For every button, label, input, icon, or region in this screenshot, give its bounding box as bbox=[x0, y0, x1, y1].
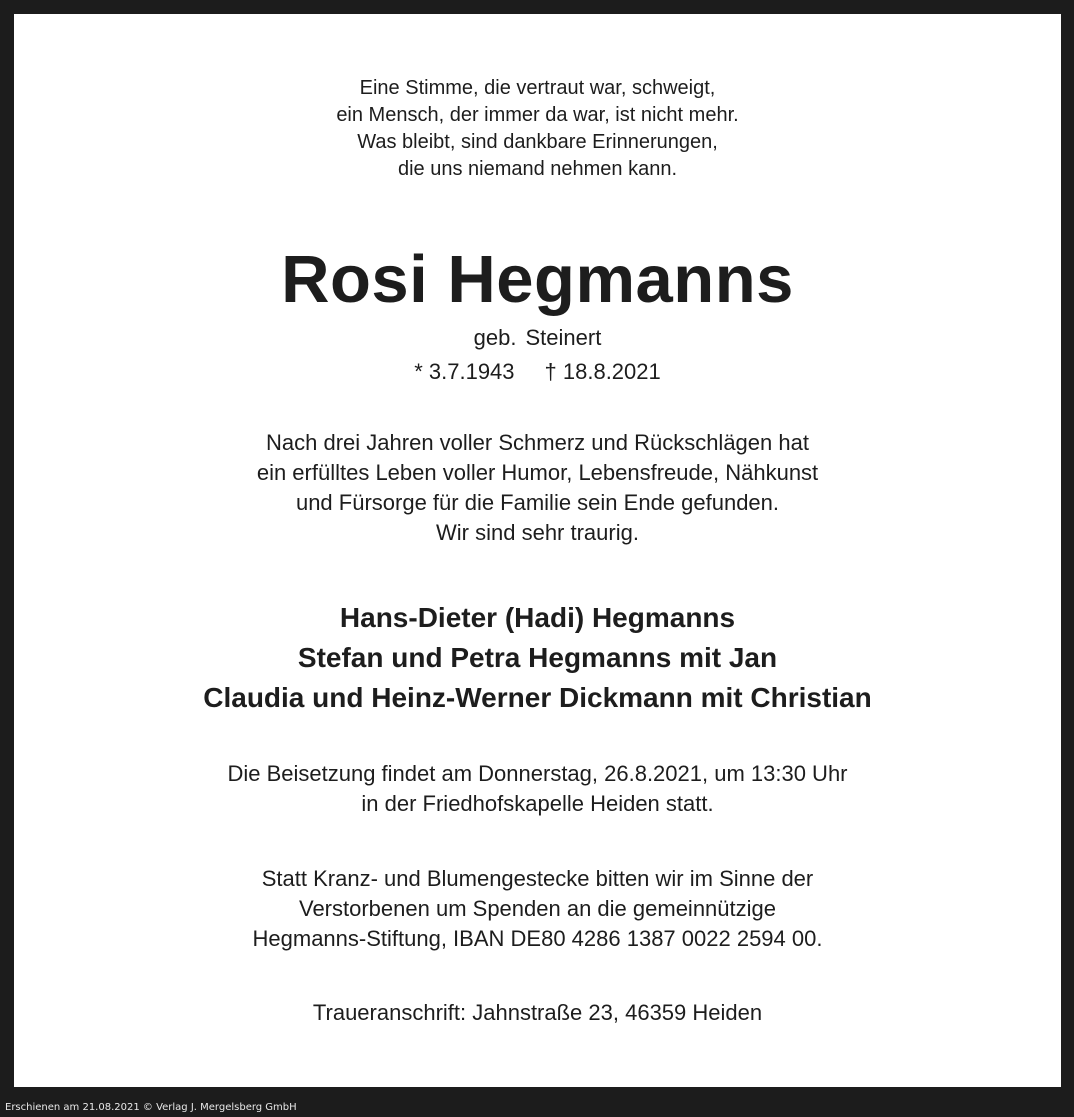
donation-line: Verstorbenen um Spenden an die gemeinnützige bbox=[298, 896, 776, 921]
donation-notice bbox=[14, 864, 1061, 954]
birth-name-prefix: geb. bbox=[473, 325, 517, 350]
birth-name-value: Steinert bbox=[525, 325, 602, 350]
mourner-line: Stefan und Petra Hegmanns mit Jan bbox=[297, 642, 778, 673]
mourner-line: Claudia und Heinz-Werner Dickmann mit Christian bbox=[203, 682, 872, 713]
deceased-name: Rosi Hegmanns bbox=[281, 242, 794, 317]
donation-line: Statt Kranz- und Blumengestecke bitten wir im Sinne der bbox=[261, 866, 814, 891]
birth-name bbox=[14, 325, 1061, 351]
publication-footer: Erschienen am 21.08.2021 © Verlag J. Mergelsberg GmbH bbox=[5, 1102, 297, 1113]
tribute-text bbox=[14, 428, 1061, 548]
donation-line: Hegmanns-Stiftung, IBAN DE80 4286 1387 0022 2594 00. bbox=[252, 926, 823, 951]
funeral-notice bbox=[14, 759, 1061, 819]
obituary-card bbox=[14, 14, 1061, 1087]
poem-line: Eine Stimme, die vertraut war, schweigt, bbox=[359, 77, 716, 99]
mourners-list bbox=[14, 598, 1061, 718]
poem-line: die uns niemand nehmen kann. bbox=[397, 158, 678, 180]
poem bbox=[14, 75, 1061, 183]
life-dates bbox=[14, 359, 1061, 385]
tribute-line: Wir sind sehr traurig. bbox=[436, 520, 639, 545]
tribute-line: und Fürsorge für die Familie sein Ende gefunden. bbox=[295, 490, 780, 515]
funeral-line: Die Beisetzung findet am Donnerstag, 26.8.2021, um 13:30 Uhr bbox=[227, 761, 848, 786]
poem-line: Was bleibt, sind dankbare Erinnerungen, bbox=[357, 131, 718, 153]
tribute-line: ein erfülltes Leben voller Humor, Lebensfreude, Nähkunst bbox=[256, 460, 819, 485]
death-date: † 18.8.2021 bbox=[544, 359, 661, 384]
poem-line: ein Mensch, der immer da war, ist nicht mehr. bbox=[336, 104, 739, 126]
tribute-line: Nach drei Jahren voller Schmerz und Rückschlägen hat bbox=[266, 430, 809, 455]
birth-date: * 3.7.1943 bbox=[414, 359, 515, 384]
mourning-address: Traueranschrift: Jahnstraße 23, 46359 Heiden bbox=[312, 1000, 763, 1025]
funeral-line: in der Friedhofskapelle Heiden statt. bbox=[361, 791, 714, 816]
mourner-line: Hans-Dieter (Hadi) Hegmanns bbox=[339, 602, 736, 633]
